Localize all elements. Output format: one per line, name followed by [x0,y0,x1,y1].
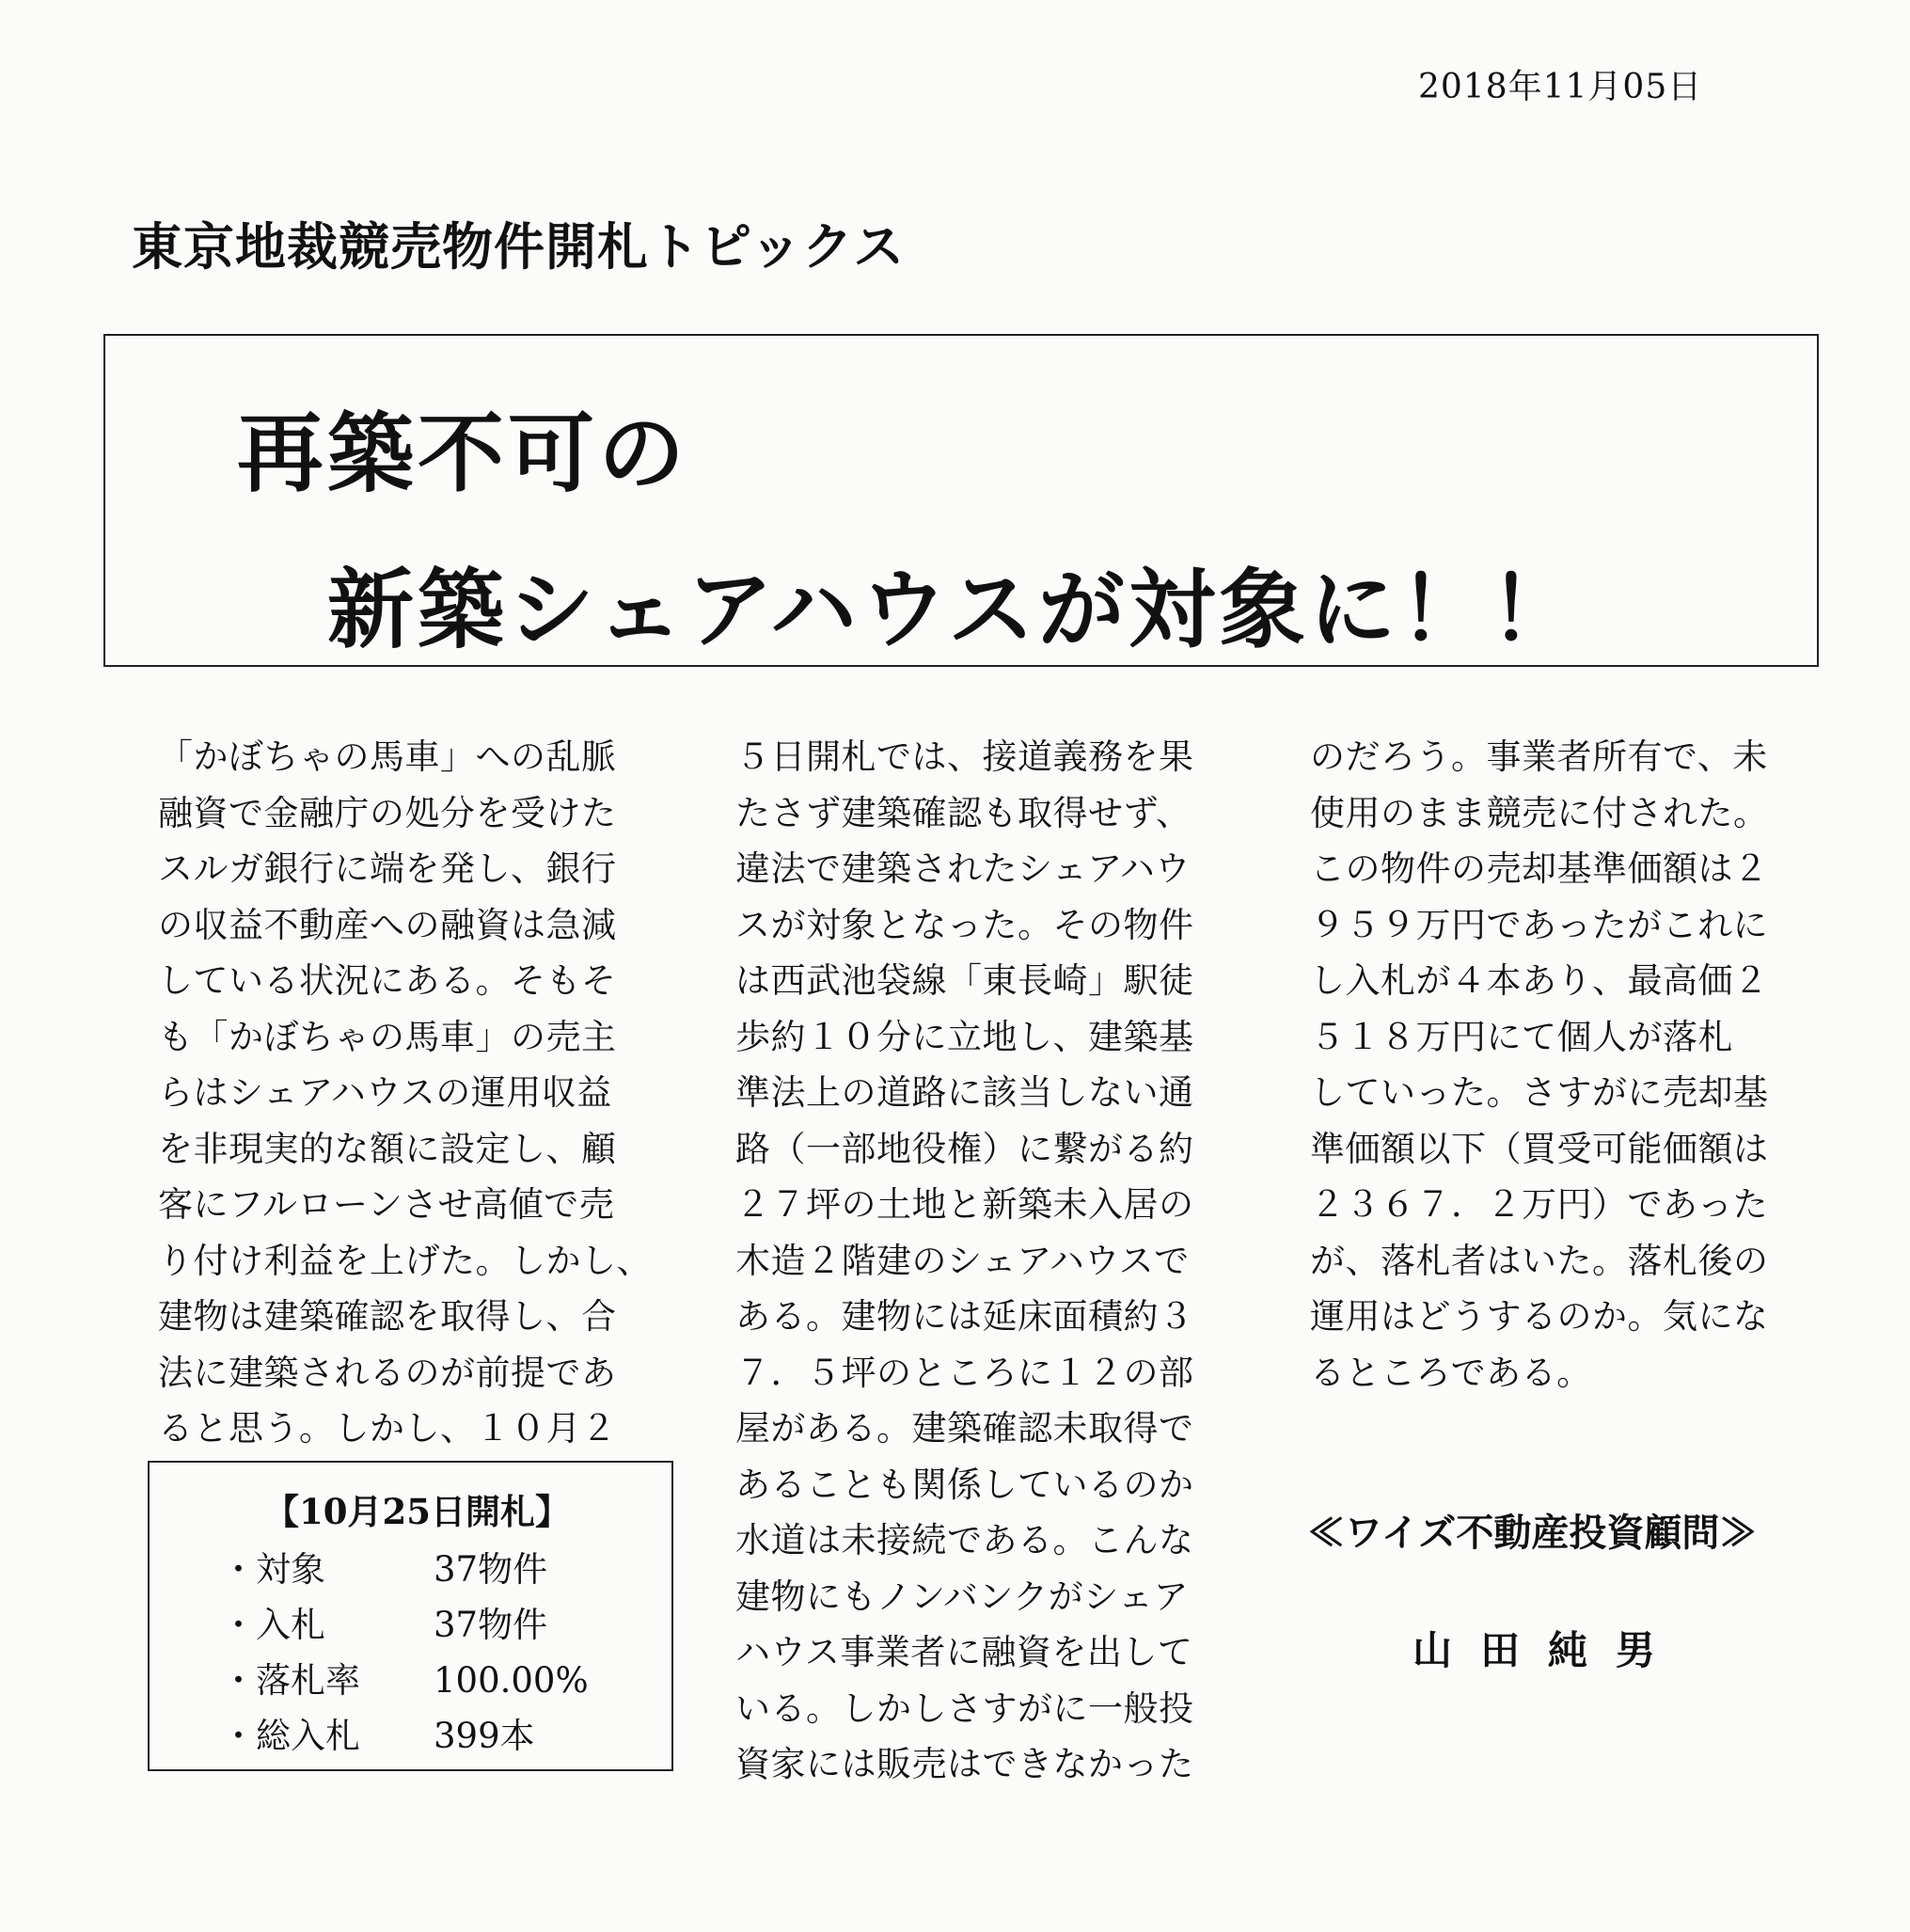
article-line: ７．５坪のところに１２の部 [735,1352,1194,1393]
stats-label: ・総入札 [221,1716,360,1756]
article-line: スルガ銀行に端を発し、銀行 [158,848,617,889]
article-column-3 [1310,729,1808,1401]
stats-value: 37物件 [434,1605,548,1645]
article-line: し入札が４本あり、最高価２ [1310,960,1769,1001]
stats-value: 37物件 [434,1549,548,1590]
stats-row [221,1652,589,1702]
headline-line-2: 新築シェアハウスが対象に！！ [327,560,1581,660]
article-line: 運用はどうするのか。気にな [1310,1296,1769,1337]
article-line: この物件の売却基準価額は２ [1310,848,1769,889]
article-line: の収益不動産への融資は急減 [158,904,617,945]
article-line: 法に建築されるのが前提であ [158,1352,617,1393]
article-line: るところである。 [1310,1352,1592,1393]
article-line: あることも関係しているのか [735,1464,1194,1505]
stats-label: ・入札 [221,1605,325,1645]
stats-row [221,1707,535,1758]
article-line: 使用のまま競売に付された。 [1310,792,1769,833]
article-line: ５１８万円にて個人が落札 [1310,1016,1733,1057]
topic-title: 東京地裁競売物件開札トピックス [132,217,906,277]
auction-stats-box [148,1461,673,1771]
headline-box [103,334,1819,667]
stats-label: ・対象 [221,1549,325,1590]
article-line: らはシェアハウスの運用収益 [158,1072,612,1113]
article-line: を非現実的な額に設定し、顧 [158,1128,617,1169]
article-line: 路（一部地役権）に繋がる約 [735,1128,1194,1169]
stats-title: 【10月25日開札】 [264,1491,570,1532]
article-line: 資家には販売はできなかった [735,1744,1194,1784]
stats-label: ・落札率 [221,1660,360,1701]
article-line: していった。さすがに売却基 [1310,1072,1769,1113]
article-line: ると思う。しかし、１０月２ [158,1408,617,1449]
article-line: 水道は未接続である。こんな [735,1520,1194,1560]
article-line: ある。建物には延床面積約３ [735,1296,1194,1337]
article-line: ２７坪の土地と新築未入居の [735,1184,1194,1225]
article-line: ９５９万円であったがこれに [1310,904,1769,945]
article-line: が、落札者はいた。落札後の [1310,1240,1769,1281]
article-line: 融資で金融庁の処分を受けた [158,792,617,833]
article-line: ２３６７．２万円）であった [1310,1184,1769,1225]
article-line: 違法で建築されたシェアハウ [735,848,1191,889]
article-line: は西武池袋線「東長崎」駅徒 [735,960,1194,1001]
stats-value: 399本 [434,1716,535,1756]
article-line: も「かぼちゃの馬車」の売主 [158,1016,617,1057]
date: 2018年11月05日 [1418,68,1703,106]
byline-organization: ≪ワイズ不動産投資顧問≫ [1307,1511,1758,1555]
article-line: ハウス事業者に融資を出して [735,1632,1193,1672]
article-line: たさず建築確認も取得せず、 [735,792,1192,833]
article-line: ５日開札では、接道義務を果 [735,736,1194,777]
stats-row [221,1541,547,1592]
article-line: いる。しかしさすがに一般投 [735,1687,1194,1729]
article-column-2 [735,729,1234,1793]
article-line: 「かぼちゃの馬車」への乱脈 [158,736,617,777]
article-line: 建物は建築確認を取得し、合 [158,1296,617,1337]
article-line: している状況にある。そもそ [158,960,617,1001]
article-line: 準法上の道路に該当しない通 [735,1072,1194,1113]
headline-line-1: 再築不可の [237,404,689,504]
article-line: 客にフルローンさせ高値で売 [158,1184,615,1225]
byline-author: 山田純男 [1413,1627,1684,1673]
article-line: 屋がある。建築確認未取得で [735,1408,1194,1449]
article-line: スが対象となった。その物件 [735,904,1194,945]
article-line: 準価額以下（買受可能価額は [1310,1128,1769,1169]
article-column-1 [158,729,656,1457]
stats-row [221,1596,547,1647]
article-line: り付け利益を上げた。しかし、 [158,1240,652,1281]
article-line: 木造２階建のシェアハウスで [735,1240,1190,1281]
article-line: のだろう。事業者所有で、未 [1310,736,1768,777]
article-line: 建物にもノンバンクがシェア [735,1576,1189,1617]
stats-value: 100.00% [434,1660,589,1701]
article-line: 歩約１０分に立地し、建築基 [735,1016,1194,1057]
